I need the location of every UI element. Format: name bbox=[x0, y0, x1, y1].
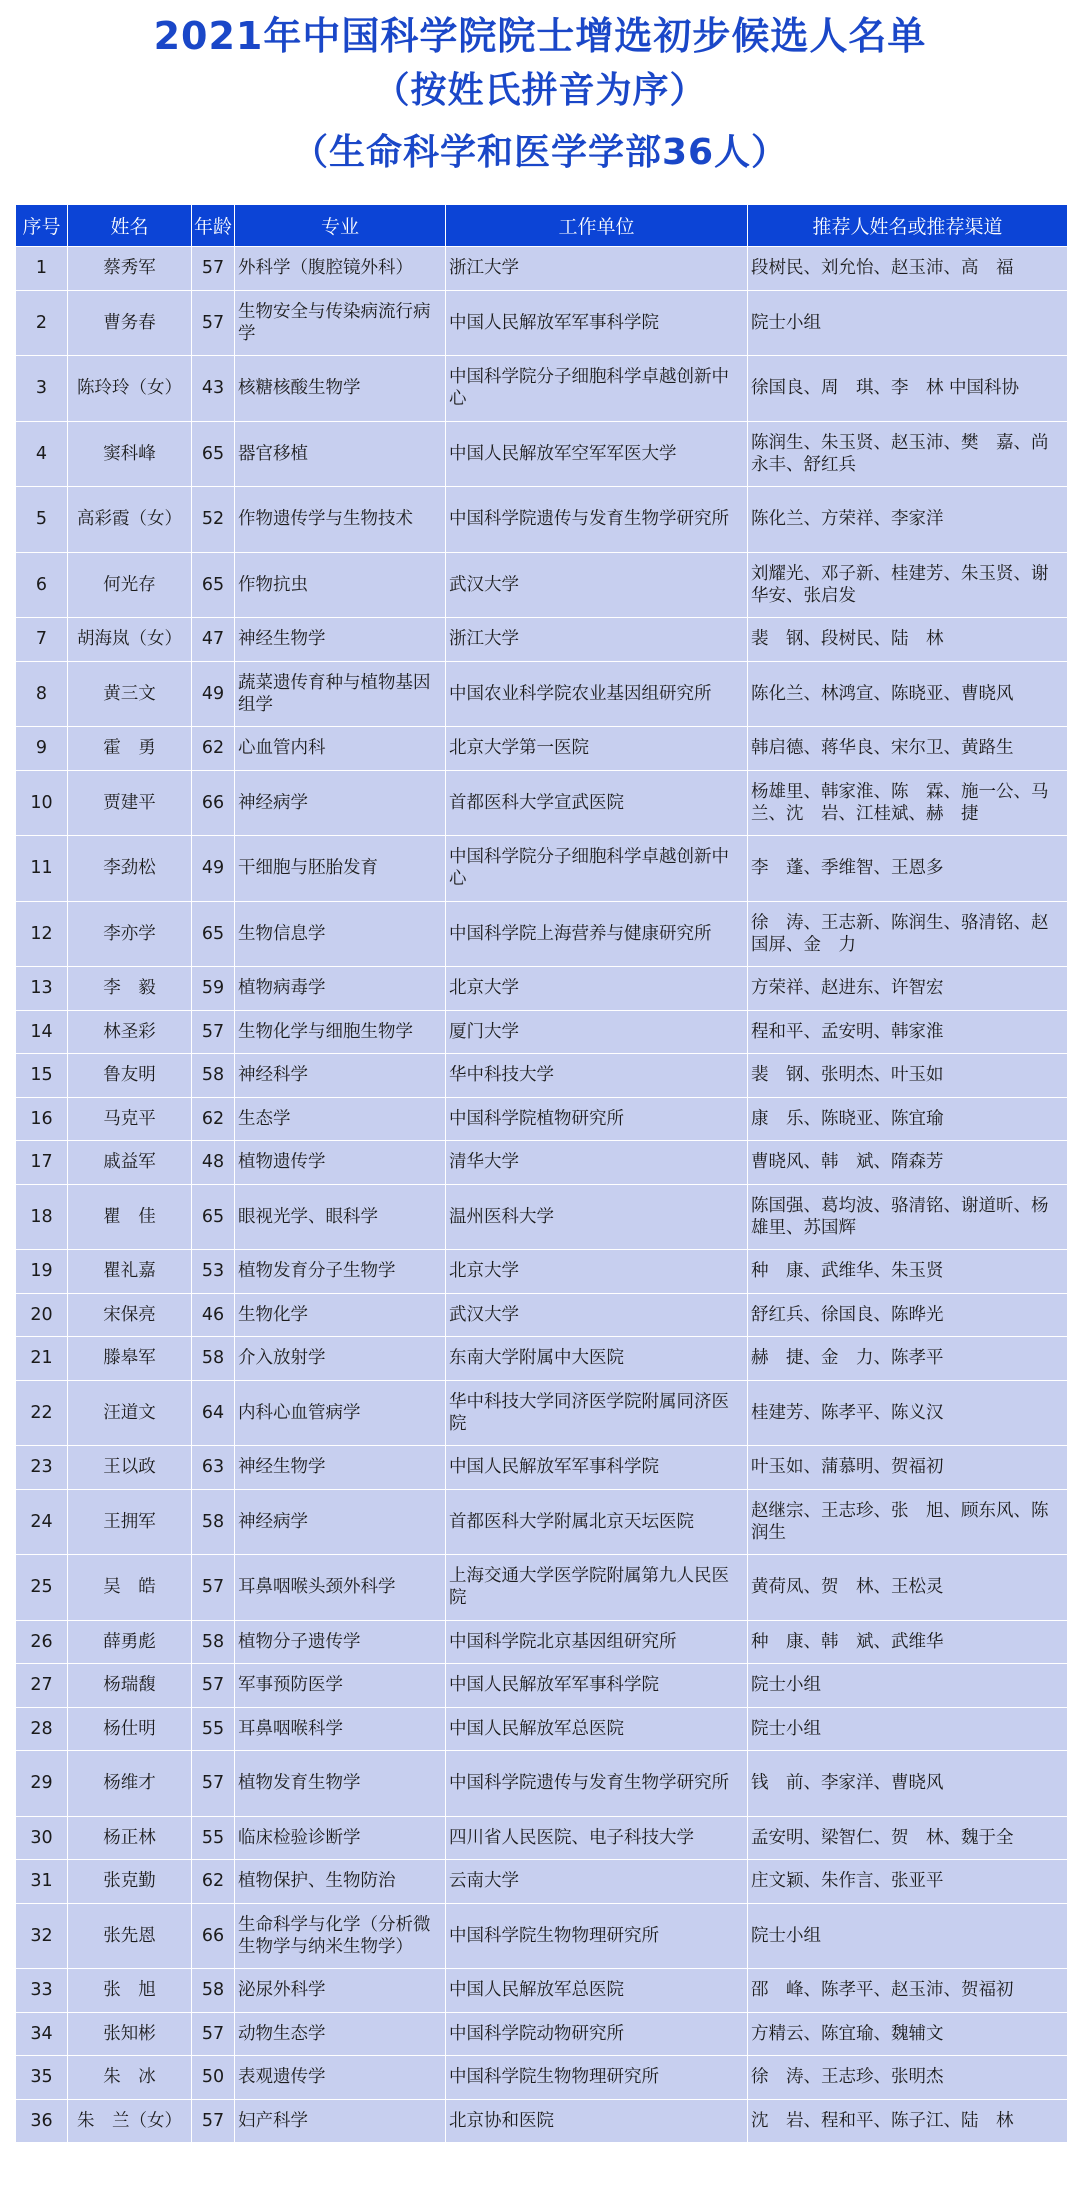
major-cell: 生物安全与传染病流行病学 bbox=[235, 290, 446, 356]
table-row bbox=[16, 1903, 1068, 1969]
workplace-cell: 中国人民解放军总医院 bbox=[446, 1707, 748, 1751]
workplace-cell: 中国人民解放军总医院 bbox=[446, 1969, 748, 2013]
age-cell: 66 bbox=[192, 770, 235, 836]
index-cell: 34 bbox=[16, 2012, 68, 2056]
index-cell: 29 bbox=[16, 1751, 68, 1817]
table-row bbox=[16, 770, 1068, 836]
age-cell: 58 bbox=[192, 1054, 235, 1098]
major-cell: 内科心血管病学 bbox=[235, 1380, 446, 1446]
index-cell: 31 bbox=[16, 1860, 68, 1904]
age-cell: 49 bbox=[192, 836, 235, 902]
name-cell: 杨仕明 bbox=[68, 1707, 192, 1751]
index-cell: 11 bbox=[16, 836, 68, 902]
recommenders-cell: 院士小组 bbox=[748, 1664, 1068, 1708]
name-cell: 鲁友明 bbox=[68, 1054, 192, 1098]
workplace-cell: 华中科技大学 bbox=[446, 1054, 748, 1098]
name-cell: 滕皋军 bbox=[68, 1337, 192, 1381]
recommenders-cell: 黄荷凤、贺 林、王松灵 bbox=[748, 1555, 1068, 1621]
age-cell: 66 bbox=[192, 1903, 235, 1969]
major-cell: 神经病学 bbox=[235, 770, 446, 836]
age-cell: 57 bbox=[192, 1555, 235, 1621]
table-row bbox=[16, 1250, 1068, 1294]
age-cell: 65 bbox=[192, 901, 235, 967]
recommenders-cell: 段树民、刘允怡、赵玉沛、高 福 bbox=[748, 247, 1068, 291]
table-header-row bbox=[16, 205, 1068, 247]
recommenders-cell: 裴 钢、张明杰、叶玉如 bbox=[748, 1054, 1068, 1098]
recommenders-cell: 曹晓风、韩 斌、隋森芳 bbox=[748, 1141, 1068, 1185]
recommenders-cell: 舒红兵、徐国良、陈晔光 bbox=[748, 1293, 1068, 1337]
name-cell: 林圣彩 bbox=[68, 1010, 192, 1054]
major-cell: 生命科学与化学（分析微生物学与纳米生物学） bbox=[235, 1903, 446, 1969]
recommenders-cell: 种 康、武维华、朱玉贤 bbox=[748, 1250, 1068, 1294]
table-row bbox=[16, 1860, 1068, 1904]
name-cell: 胡海岚（女） bbox=[68, 618, 192, 662]
major-cell: 军事预防医学 bbox=[235, 1664, 446, 1708]
index-cell: 3 bbox=[16, 356, 68, 422]
workplace-cell: 中国科学院分子细胞科学卓越创新中心 bbox=[446, 356, 748, 422]
name-cell: 戚益军 bbox=[68, 1141, 192, 1185]
workplace-cell: 北京大学 bbox=[446, 1250, 748, 1294]
index-cell: 30 bbox=[16, 1816, 68, 1860]
name-cell: 朱 冰 bbox=[68, 2056, 192, 2100]
column-header-major: 专业 bbox=[235, 205, 446, 247]
name-cell: 陈玲玲（女） bbox=[68, 356, 192, 422]
recommenders-cell: 李 蓬、季维智、王恩多 bbox=[748, 836, 1068, 902]
name-cell: 贾建平 bbox=[68, 770, 192, 836]
name-cell: 张 旭 bbox=[68, 1969, 192, 2013]
major-cell: 神经生物学 bbox=[235, 1446, 446, 1490]
index-cell: 4 bbox=[16, 421, 68, 487]
index-cell: 5 bbox=[16, 487, 68, 553]
age-cell: 55 bbox=[192, 1707, 235, 1751]
index-cell: 23 bbox=[16, 1446, 68, 1490]
index-cell: 13 bbox=[16, 967, 68, 1011]
age-cell: 57 bbox=[192, 2012, 235, 2056]
major-cell: 妇产科学 bbox=[235, 2099, 446, 2143]
major-cell: 植物遗传学 bbox=[235, 1141, 446, 1185]
table-row bbox=[16, 1054, 1068, 1098]
age-cell: 57 bbox=[192, 1010, 235, 1054]
age-cell: 64 bbox=[192, 1380, 235, 1446]
table-row bbox=[16, 1141, 1068, 1185]
age-cell: 50 bbox=[192, 2056, 235, 2100]
major-cell: 植物发育生物学 bbox=[235, 1751, 446, 1817]
table-row bbox=[16, 487, 1068, 553]
table-row bbox=[16, 1707, 1068, 1751]
workplace-cell: 北京大学 bbox=[446, 967, 748, 1011]
major-cell: 作物遗传学与生物技术 bbox=[235, 487, 446, 553]
workplace-cell: 上海交通大学医学院附属第九人民医院 bbox=[446, 1555, 748, 1621]
name-cell: 张克勤 bbox=[68, 1860, 192, 1904]
major-cell: 眼视光学、眼科学 bbox=[235, 1184, 446, 1250]
major-cell: 生态学 bbox=[235, 1097, 446, 1141]
workplace-cell: 四川省人民医院、电子科技大学 bbox=[446, 1816, 748, 1860]
major-cell: 动物生态学 bbox=[235, 2012, 446, 2056]
index-cell: 26 bbox=[16, 1620, 68, 1664]
workplace-cell: 中国科学院植物研究所 bbox=[446, 1097, 748, 1141]
major-cell: 植物发育分子生物学 bbox=[235, 1250, 446, 1294]
major-cell: 泌尿外科学 bbox=[235, 1969, 446, 2013]
column-header-age: 年龄 bbox=[192, 205, 235, 247]
index-cell: 10 bbox=[16, 770, 68, 836]
workplace-cell: 武汉大学 bbox=[446, 1293, 748, 1337]
age-cell: 63 bbox=[192, 1446, 235, 1490]
age-cell: 46 bbox=[192, 1293, 235, 1337]
table-row bbox=[16, 1969, 1068, 2013]
age-cell: 55 bbox=[192, 1816, 235, 1860]
name-cell: 王拥军 bbox=[68, 1489, 192, 1555]
recommenders-cell: 徐 涛、王志珍、张明杰 bbox=[748, 2056, 1068, 2100]
index-cell: 17 bbox=[16, 1141, 68, 1185]
age-cell: 57 bbox=[192, 247, 235, 291]
name-cell: 李 毅 bbox=[68, 967, 192, 1011]
table-row bbox=[16, 2056, 1068, 2100]
page-title: 2021年中国科学院院士增选初步候选人名单 bbox=[153, 14, 927, 58]
name-cell: 李劲松 bbox=[68, 836, 192, 902]
index-cell: 6 bbox=[16, 552, 68, 618]
name-cell: 高彩霞（女） bbox=[68, 487, 192, 553]
workplace-cell: 北京协和医院 bbox=[446, 2099, 748, 2143]
age-cell: 57 bbox=[192, 1664, 235, 1708]
name-cell: 杨正林 bbox=[68, 1816, 192, 1860]
index-cell: 22 bbox=[16, 1380, 68, 1446]
table-row bbox=[16, 1097, 1068, 1141]
table-row bbox=[16, 836, 1068, 902]
name-cell: 黄三文 bbox=[68, 661, 192, 727]
name-cell: 瞿 佳 bbox=[68, 1184, 192, 1250]
index-cell: 32 bbox=[16, 1903, 68, 1969]
table-row bbox=[16, 1816, 1068, 1860]
table-row bbox=[16, 967, 1068, 1011]
age-cell: 49 bbox=[192, 661, 235, 727]
name-cell: 李亦学 bbox=[68, 901, 192, 967]
name-cell: 张知彬 bbox=[68, 2012, 192, 2056]
age-cell: 58 bbox=[192, 1969, 235, 2013]
major-cell: 植物病毒学 bbox=[235, 967, 446, 1011]
index-cell: 27 bbox=[16, 1664, 68, 1708]
major-cell: 蔬菜遗传育种与植物基因组学 bbox=[235, 661, 446, 727]
name-cell: 曹务春 bbox=[68, 290, 192, 356]
table-row bbox=[16, 1751, 1068, 1817]
major-cell: 介入放射学 bbox=[235, 1337, 446, 1381]
index-cell: 14 bbox=[16, 1010, 68, 1054]
table-row bbox=[16, 421, 1068, 487]
workplace-cell: 武汉大学 bbox=[446, 552, 748, 618]
index-cell: 35 bbox=[16, 2056, 68, 2100]
major-cell: 生物化学 bbox=[235, 1293, 446, 1337]
table-row bbox=[16, 1555, 1068, 1621]
recommenders-cell: 韩启德、蒋华良、宋尔卫、黄路生 bbox=[748, 727, 1068, 771]
recommenders-cell: 钱 前、李家洋、曹晓风 bbox=[748, 1751, 1068, 1817]
index-cell: 16 bbox=[16, 1097, 68, 1141]
major-cell: 生物化学与细胞生物学 bbox=[235, 1010, 446, 1054]
name-cell: 蔡秀军 bbox=[68, 247, 192, 291]
recommenders-cell: 赵继宗、王志珍、张 旭、顾东风、陈润生 bbox=[748, 1489, 1068, 1555]
workplace-cell: 中国科学院生物物理研究所 bbox=[446, 1903, 748, 1969]
workplace-cell: 中国人民解放军军事科学院 bbox=[446, 290, 748, 356]
table-row bbox=[16, 2012, 1068, 2056]
workplace-cell: 中国科学院遗传与发育生物学研究所 bbox=[446, 1751, 748, 1817]
table-row bbox=[16, 290, 1068, 356]
major-cell: 表观遗传学 bbox=[235, 2056, 446, 2100]
recommenders-cell: 院士小组 bbox=[748, 1903, 1068, 1969]
major-cell: 心血管内科 bbox=[235, 727, 446, 771]
index-cell: 8 bbox=[16, 661, 68, 727]
table-row bbox=[16, 1293, 1068, 1337]
name-cell: 朱 兰（女） bbox=[68, 2099, 192, 2143]
major-cell: 核糖核酸生物学 bbox=[235, 356, 446, 422]
age-cell: 47 bbox=[192, 618, 235, 662]
age-cell: 57 bbox=[192, 1751, 235, 1817]
table-row bbox=[16, 1380, 1068, 1446]
major-cell: 神经科学 bbox=[235, 1054, 446, 1098]
table-row bbox=[16, 247, 1068, 291]
major-cell: 干细胞与胚胎发育 bbox=[235, 836, 446, 902]
name-cell: 窦科峰 bbox=[68, 421, 192, 487]
age-cell: 58 bbox=[192, 1620, 235, 1664]
name-cell: 马克平 bbox=[68, 1097, 192, 1141]
table-row bbox=[16, 727, 1068, 771]
index-cell: 1 bbox=[16, 247, 68, 291]
recommenders-cell: 刘耀光、邓子新、桂建芳、朱玉贤、谢华安、张启发 bbox=[748, 552, 1068, 618]
age-cell: 58 bbox=[192, 1489, 235, 1555]
table-row bbox=[16, 661, 1068, 727]
workplace-cell: 首都医科大学宣武医院 bbox=[446, 770, 748, 836]
recommenders-cell: 方精云、陈宜瑜、魏辅文 bbox=[748, 2012, 1068, 2056]
workplace-cell: 云南大学 bbox=[446, 1860, 748, 1904]
age-cell: 57 bbox=[192, 2099, 235, 2143]
name-cell: 霍 勇 bbox=[68, 727, 192, 771]
major-cell: 植物保护、生物防治 bbox=[235, 1860, 446, 1904]
table-row bbox=[16, 356, 1068, 422]
recommenders-cell: 程和平、孟安明、韩家淮 bbox=[748, 1010, 1068, 1054]
recommenders-cell: 种 康、韩 斌、武维华 bbox=[748, 1620, 1068, 1664]
major-cell: 器官移植 bbox=[235, 421, 446, 487]
major-cell: 外科学（腹腔镜外科） bbox=[235, 247, 446, 291]
workplace-cell: 中国科学院上海营养与健康研究所 bbox=[446, 901, 748, 967]
major-cell: 临床检验诊断学 bbox=[235, 1816, 446, 1860]
age-cell: 53 bbox=[192, 1250, 235, 1294]
age-cell: 62 bbox=[192, 1097, 235, 1141]
table-row bbox=[16, 1446, 1068, 1490]
table-row bbox=[16, 1664, 1068, 1708]
recommenders-cell: 孟安明、梁智仁、贺 林、魏于全 bbox=[748, 1816, 1068, 1860]
candidate-table bbox=[15, 204, 1068, 2143]
recommenders-cell: 院士小组 bbox=[748, 290, 1068, 356]
table-row bbox=[16, 1010, 1068, 1054]
age-cell: 57 bbox=[192, 290, 235, 356]
header bbox=[0, 0, 1080, 202]
recommenders-cell: 邵 峰、陈孝平、赵玉沛、贺福初 bbox=[748, 1969, 1068, 2013]
major-cell: 神经生物学 bbox=[235, 618, 446, 662]
name-cell: 杨维才 bbox=[68, 1751, 192, 1817]
workplace-cell: 清华大学 bbox=[446, 1141, 748, 1185]
workplace-cell: 中国科学院动物研究所 bbox=[446, 2012, 748, 2056]
table-row bbox=[16, 1489, 1068, 1555]
column-header-index: 序号 bbox=[16, 205, 68, 247]
workplace-cell: 厦门大学 bbox=[446, 1010, 748, 1054]
recommenders-cell: 赫 捷、金 力、陈孝平 bbox=[748, 1337, 1068, 1381]
major-cell: 植物分子遗传学 bbox=[235, 1620, 446, 1664]
major-cell: 作物抗虫 bbox=[235, 552, 446, 618]
recommenders-cell: 裴 钢、段树民、陆 林 bbox=[748, 618, 1068, 662]
table-row bbox=[16, 901, 1068, 967]
name-cell: 汪道文 bbox=[68, 1380, 192, 1446]
recommenders-cell: 方荣祥、赵进东、许智宏 bbox=[748, 967, 1068, 1011]
workplace-cell: 华中科技大学同济医学院附属同济医院 bbox=[446, 1380, 748, 1446]
workplace-cell: 中国科学院生物物理研究所 bbox=[446, 2056, 748, 2100]
workplace-cell: 北京大学第一医院 bbox=[446, 727, 748, 771]
index-cell: 12 bbox=[16, 901, 68, 967]
age-cell: 62 bbox=[192, 1860, 235, 1904]
name-cell: 张先恩 bbox=[68, 1903, 192, 1969]
table-row bbox=[16, 1337, 1068, 1381]
major-cell: 神经病学 bbox=[235, 1489, 446, 1555]
workplace-cell: 浙江大学 bbox=[446, 247, 748, 291]
name-cell: 吴 皓 bbox=[68, 1555, 192, 1621]
recommenders-cell: 杨雄里、韩家淮、陈 霖、施一公、马 兰、沈 岩、江桂斌、赫 捷 bbox=[748, 770, 1068, 836]
table-row bbox=[16, 2099, 1068, 2143]
index-cell: 19 bbox=[16, 1250, 68, 1294]
name-cell: 杨瑞馥 bbox=[68, 1664, 192, 1708]
age-cell: 43 bbox=[192, 356, 235, 422]
workplace-cell: 中国人民解放军军事科学院 bbox=[446, 1664, 748, 1708]
recommenders-cell: 康 乐、陈晓亚、陈宜瑜 bbox=[748, 1097, 1068, 1141]
recommenders-cell: 陈化兰、方荣祥、李家洋 bbox=[748, 487, 1068, 553]
recommenders-cell: 陈国强、葛均波、骆清铭、谢道昕、杨雄里、苏国辉 bbox=[748, 1184, 1068, 1250]
age-cell: 52 bbox=[192, 487, 235, 553]
age-cell: 65 bbox=[192, 552, 235, 618]
recommenders-cell: 沈 岩、程和平、陈子江、陆 林 bbox=[748, 2099, 1068, 2143]
age-cell: 58 bbox=[192, 1337, 235, 1381]
column-header-recommenders: 推荐人姓名或推荐渠道 bbox=[748, 205, 1068, 247]
recommenders-cell: 陈化兰、林鸿宣、陈晓亚、曹晓风 bbox=[748, 661, 1068, 727]
page-subtitle-order: （按姓氏拼音为序） bbox=[373, 70, 707, 111]
workplace-cell: 浙江大学 bbox=[446, 618, 748, 662]
name-cell: 瞿礼嘉 bbox=[68, 1250, 192, 1294]
recommenders-cell: 庄文颖、朱作言、张亚平 bbox=[748, 1860, 1068, 1904]
name-cell: 宋保亮 bbox=[68, 1293, 192, 1337]
index-cell: 18 bbox=[16, 1184, 68, 1250]
table-row bbox=[16, 618, 1068, 662]
major-cell: 耳鼻咽喉头颈外科学 bbox=[235, 1555, 446, 1621]
page-subtitle-division: （生命科学和医学学部36人） bbox=[291, 132, 789, 173]
index-cell: 20 bbox=[16, 1293, 68, 1337]
workplace-cell: 温州医科大学 bbox=[446, 1184, 748, 1250]
name-cell: 何光存 bbox=[68, 552, 192, 618]
workplace-cell: 东南大学附属中大医院 bbox=[446, 1337, 748, 1381]
index-cell: 2 bbox=[16, 290, 68, 356]
table-row bbox=[16, 552, 1068, 618]
age-cell: 48 bbox=[192, 1141, 235, 1185]
recommenders-cell: 徐 涛、王志新、陈润生、骆清铭、赵国屏、金 力 bbox=[748, 901, 1068, 967]
workplace-cell: 中国农业科学院农业基因组研究所 bbox=[446, 661, 748, 727]
name-cell: 薛勇彪 bbox=[68, 1620, 192, 1664]
index-cell: 24 bbox=[16, 1489, 68, 1555]
recommenders-cell: 桂建芳、陈孝平、陈义汉 bbox=[748, 1380, 1068, 1446]
index-cell: 33 bbox=[16, 1969, 68, 2013]
table-row bbox=[16, 1620, 1068, 1664]
table-body bbox=[16, 247, 1068, 2143]
age-cell: 65 bbox=[192, 1184, 235, 1250]
index-cell: 36 bbox=[16, 2099, 68, 2143]
age-cell: 59 bbox=[192, 967, 235, 1011]
index-cell: 9 bbox=[16, 727, 68, 771]
index-cell: 15 bbox=[16, 1054, 68, 1098]
workplace-cell: 中国人民解放军空军军医大学 bbox=[446, 421, 748, 487]
recommenders-cell: 徐国良、周 琪、李 林 中国科协 bbox=[748, 356, 1068, 422]
table-row bbox=[16, 1184, 1068, 1250]
workplace-cell: 中国科学院遗传与发育生物学研究所 bbox=[446, 487, 748, 553]
name-cell: 王以政 bbox=[68, 1446, 192, 1490]
age-cell: 62 bbox=[192, 727, 235, 771]
recommenders-cell: 叶玉如、蒲慕明、贺福初 bbox=[748, 1446, 1068, 1490]
age-cell: 65 bbox=[192, 421, 235, 487]
workplace-cell: 中国人民解放军军事科学院 bbox=[446, 1446, 748, 1490]
workplace-cell: 中国科学院分子细胞科学卓越创新中心 bbox=[446, 836, 748, 902]
index-cell: 28 bbox=[16, 1707, 68, 1751]
recommenders-cell: 陈润生、朱玉贤、赵玉沛、樊 嘉、尚永丰、舒红兵 bbox=[748, 421, 1068, 487]
column-header-workplace: 工作单位 bbox=[446, 205, 748, 247]
workplace-cell: 中国科学院北京基因组研究所 bbox=[446, 1620, 748, 1664]
column-header-name: 姓名 bbox=[68, 205, 192, 247]
major-cell: 耳鼻咽喉科学 bbox=[235, 1707, 446, 1751]
workplace-cell: 首都医科大学附属北京天坛医院 bbox=[446, 1489, 748, 1555]
index-cell: 25 bbox=[16, 1555, 68, 1621]
index-cell: 7 bbox=[16, 618, 68, 662]
recommenders-cell: 院士小组 bbox=[748, 1707, 1068, 1751]
index-cell: 21 bbox=[16, 1337, 68, 1381]
major-cell: 生物信息学 bbox=[235, 901, 446, 967]
